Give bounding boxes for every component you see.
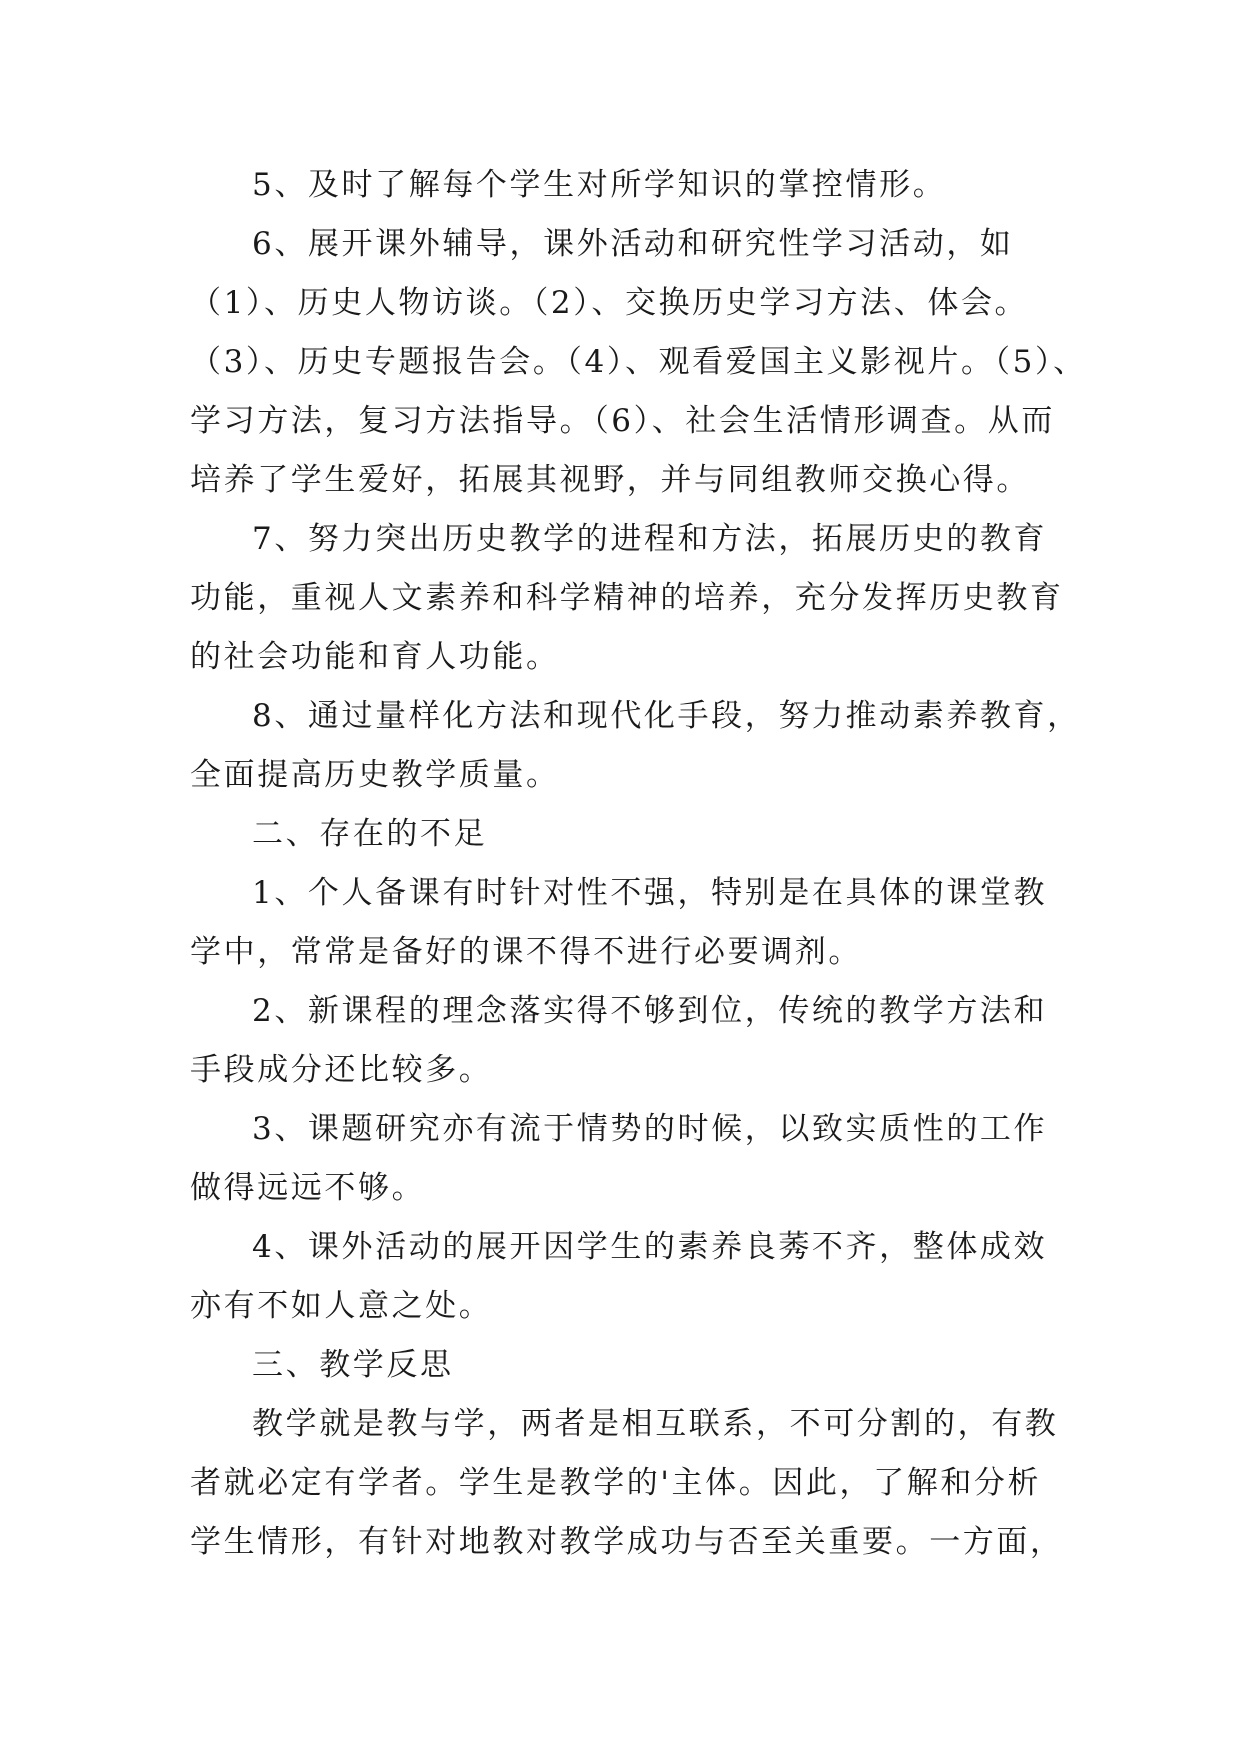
section-heading: 三、教学反思 [252, 1347, 454, 1383]
text-line: 5、及时了解每个学生对所学知识的掌控情形。 [252, 167, 947, 203]
text-line: 培养了学生爱好，拓展其视野，并与同组教师交换心得。 [190, 462, 1030, 498]
text-line: 教学就是教与学，两者是相互联系，不可分割的，有教 [252, 1406, 1059, 1442]
text-line: 3、课题研究亦有流于情势的时候，以致实质性的工作 [252, 1111, 1048, 1147]
text-line: 全面提高历史教学质量。 [190, 757, 560, 793]
text-line: 学习方法，复习方法指导。（6）、社会生活情形调查。从而 [190, 403, 1055, 439]
text-line: 8、通过量样化方法和现代化手段，努力推动素养教育， [252, 698, 1081, 734]
text-line: 的社会功能和育人功能。 [190, 639, 560, 675]
section-heading: 二、存在的不足 [252, 816, 488, 852]
text-line: 7、努力突出历史教学的进程和方法，拓展历史的教育 [252, 521, 1048, 557]
text-line: 者就必定有学者。学生是教学的'主体。因此，了解和分析 [190, 1465, 1042, 1501]
text-line: 做得远远不够。 [190, 1170, 426, 1206]
text-line: 学中，常常是备好的课不得不进行必要调剂。 [190, 934, 862, 970]
text-line: 功能，重视人文素养和科学精神的培养，充分发挥历史教育 [190, 580, 1064, 616]
text-line: 学生情形，有针对地教对教学成功与否至关重要。一方面， [190, 1524, 1064, 1560]
text-line: 1、个人备课有时针对性不强，特别是在具体的课堂教 [252, 875, 1048, 911]
text-line: 6、展开课外辅导，课外活动和研究性学习活动，如 [252, 226, 1014, 262]
text-line: （1）、历史人物访谈。（2）、交换历史学习方法、体会。 [190, 285, 1029, 321]
text-line: （3）、历史专题报告会。（4）、观看爱国主义影视片。（5）、 [190, 344, 1087, 380]
text-line: 手段成分还比较多。 [190, 1052, 493, 1088]
text-line: 亦有不如人意之处。 [190, 1288, 493, 1324]
text-line: 2、新课程的理念落实得不够到位，传统的教学方法和 [252, 993, 1048, 1029]
text-line: 4、课外活动的展开因学生的素养良莠不齐，整体成效 [252, 1229, 1048, 1265]
